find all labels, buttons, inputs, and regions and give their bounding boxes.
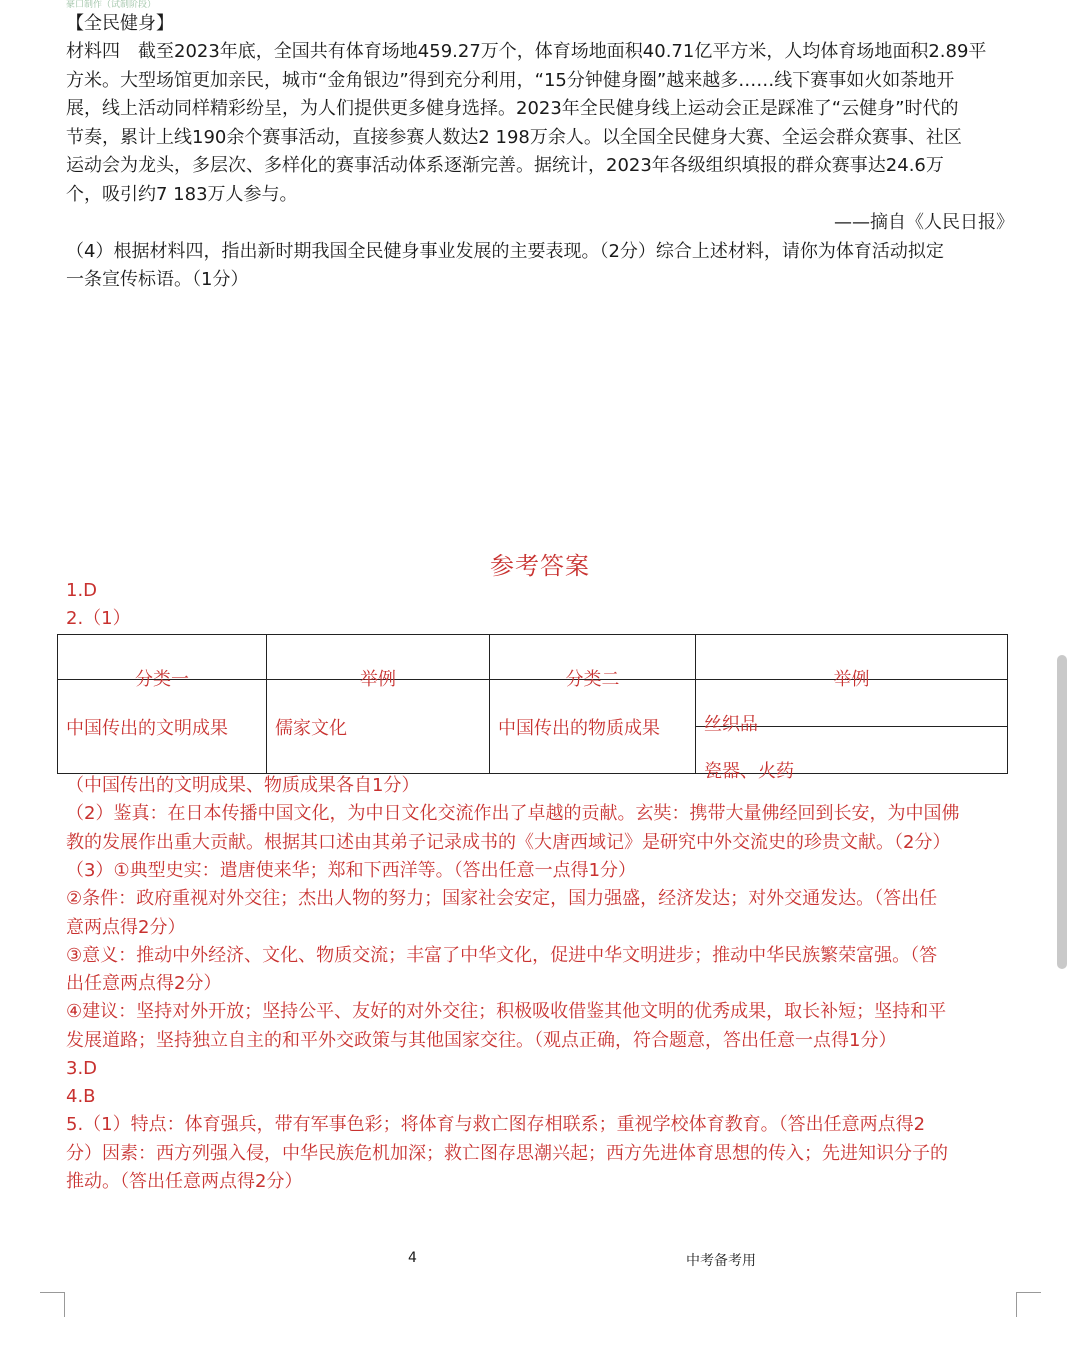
answer-line: 推动。（答出任意两点得2分） bbox=[66, 1171, 303, 1192]
answer-table bbox=[57, 634, 1008, 781]
table-subcell-text: 丝织品 bbox=[704, 714, 758, 734]
answer-line: 5.（1）特点：体育强兵，带有军事色彩；将体育与救亡图存相联系；重视学校体育教育。（答出任意两点得2 bbox=[66, 1114, 926, 1135]
answer-line: 4.B bbox=[66, 1086, 96, 1107]
table-header-cell bbox=[58, 635, 267, 687]
table-subcell-text: 瓷器、火药 bbox=[704, 761, 794, 781]
material-line: 展，线上活动同样精彩纷呈，为人们提供更多健身选择。2023年全民健身线上运动会正是踩准了“云健身”时代的 bbox=[66, 98, 959, 119]
table-header-cell bbox=[267, 635, 490, 687]
crop-mark-left bbox=[40, 1292, 65, 1317]
table-cell-example-1: 儒家文化 bbox=[267, 680, 490, 774]
header-stamp: 豪口制作（试制阶段） bbox=[66, 0, 157, 10]
table-header-cell bbox=[490, 635, 696, 687]
table-header-cell bbox=[696, 635, 1008, 687]
answer-line: 分）因素：西方列强入侵，中华民族危机加深；救亡图存思潮兴起；西方先进体育思想的传入；先进知识分子的 bbox=[66, 1143, 948, 1164]
answer-line: 发展道路；坚持独立自主的和平外交政策与其他国家交往。（观点正确，符合题意，答出任意一点得1分） bbox=[66, 1030, 897, 1051]
answer-line: 意两点得2分） bbox=[66, 917, 186, 938]
answer-1: 1.D bbox=[66, 580, 98, 601]
table-cell-category-2: 中国传出的物质成果 bbox=[490, 680, 696, 774]
material-line: 个，吸引约7 183万人参与。 bbox=[66, 184, 298, 205]
vertical-scrollbar[interactable] bbox=[1057, 655, 1067, 969]
page-number: 4 bbox=[408, 1250, 417, 1266]
question-line: 一条宣传标语。（1分） bbox=[66, 269, 249, 290]
table-header-label: 举例 bbox=[360, 669, 396, 687]
answer-line: （中国传出的文明成果、物质成果各自1分） bbox=[66, 775, 420, 796]
answer-line: ②条件：政府重视对外交往；杰出人物的努力；国家社会安定，国力强盛，经济发达；对外交通发达。（答出任 bbox=[66, 888, 938, 909]
answer-title: 参考答案 bbox=[490, 552, 590, 580]
table-header-label: 分类一 bbox=[135, 669, 189, 687]
material-line: 节奏，累计上线190余个赛事活动，直接参赛人数达2 198万余人。以全国全民健身大赛、全运会群众赛事、社区 bbox=[66, 127, 962, 148]
table-cell-category-1: 中国传出的文明成果 bbox=[58, 680, 267, 774]
table-cell-example-2 bbox=[696, 680, 1008, 781]
table-subcell bbox=[696, 680, 1007, 734]
table-header-label: 举例 bbox=[833, 669, 870, 687]
table-subcell bbox=[696, 727, 1007, 781]
section-heading: 【全民健身】 bbox=[66, 13, 174, 34]
answer-line: （2）鉴真：在日本传播中国文化，为中日文化交流作出了卓越的贡献。玄奘：携带大量佛经回到长安，为中国佛 bbox=[66, 803, 960, 824]
answer-line: ③意义：推动中外经济、文化、物质交流；丰富了中华文化，促进中华文明进步；推动中华民族繁荣富强。（答 bbox=[66, 945, 938, 966]
material-line: 材料四 截至2023年底，全国共有体育场地459.27万个，体育场地面积40.71亿平方米，人均体育场地面积2.89平 bbox=[66, 41, 987, 62]
footer-note: 中考备考用 bbox=[686, 1253, 756, 1269]
crop-mark-right bbox=[1016, 1292, 1041, 1317]
source-citation: ——摘自《人民日报》 bbox=[834, 212, 1014, 233]
question-line: （4）根据材料四，指出新时期我国全民健身事业发展的主要表现。（2分）综合上述材料，请你为体育活动拟定 bbox=[66, 241, 944, 262]
answer-line: ④建议：坚持对外开放；坚持公平、友好的对外交往；积极吸收借鉴其他文明的优秀成果，取长补短；坚持和平 bbox=[66, 1001, 947, 1022]
material-line: 运动会为龙头，多层次、多样化的赛事活动体系逐渐完善。据统计，2023年各级组织填报的群众赛事达24.6万 bbox=[66, 155, 944, 176]
answer-line: 出任意两点得2分） bbox=[66, 973, 222, 994]
answer-2-label: 2.（1） bbox=[66, 608, 131, 629]
table-header-label: 分类二 bbox=[565, 669, 620, 687]
material-line: 方米。大型场馆更加亲民，城市“金角银边”得到充分利用，“15分钟健身圈”越来越多……线下赛事如火如荼地开 bbox=[66, 70, 955, 91]
answer-line: 教的发展作出重大贡献。根据其口述由其弟子记录成书的《大唐西域记》是研究中外交流史的珍贵文献。（2分） bbox=[66, 832, 951, 853]
answer-line: （3）①典型史实：遣唐使来华；郑和下西洋等。（答出任意一点得1分） bbox=[66, 860, 637, 881]
answer-line: 3.D bbox=[66, 1058, 98, 1079]
